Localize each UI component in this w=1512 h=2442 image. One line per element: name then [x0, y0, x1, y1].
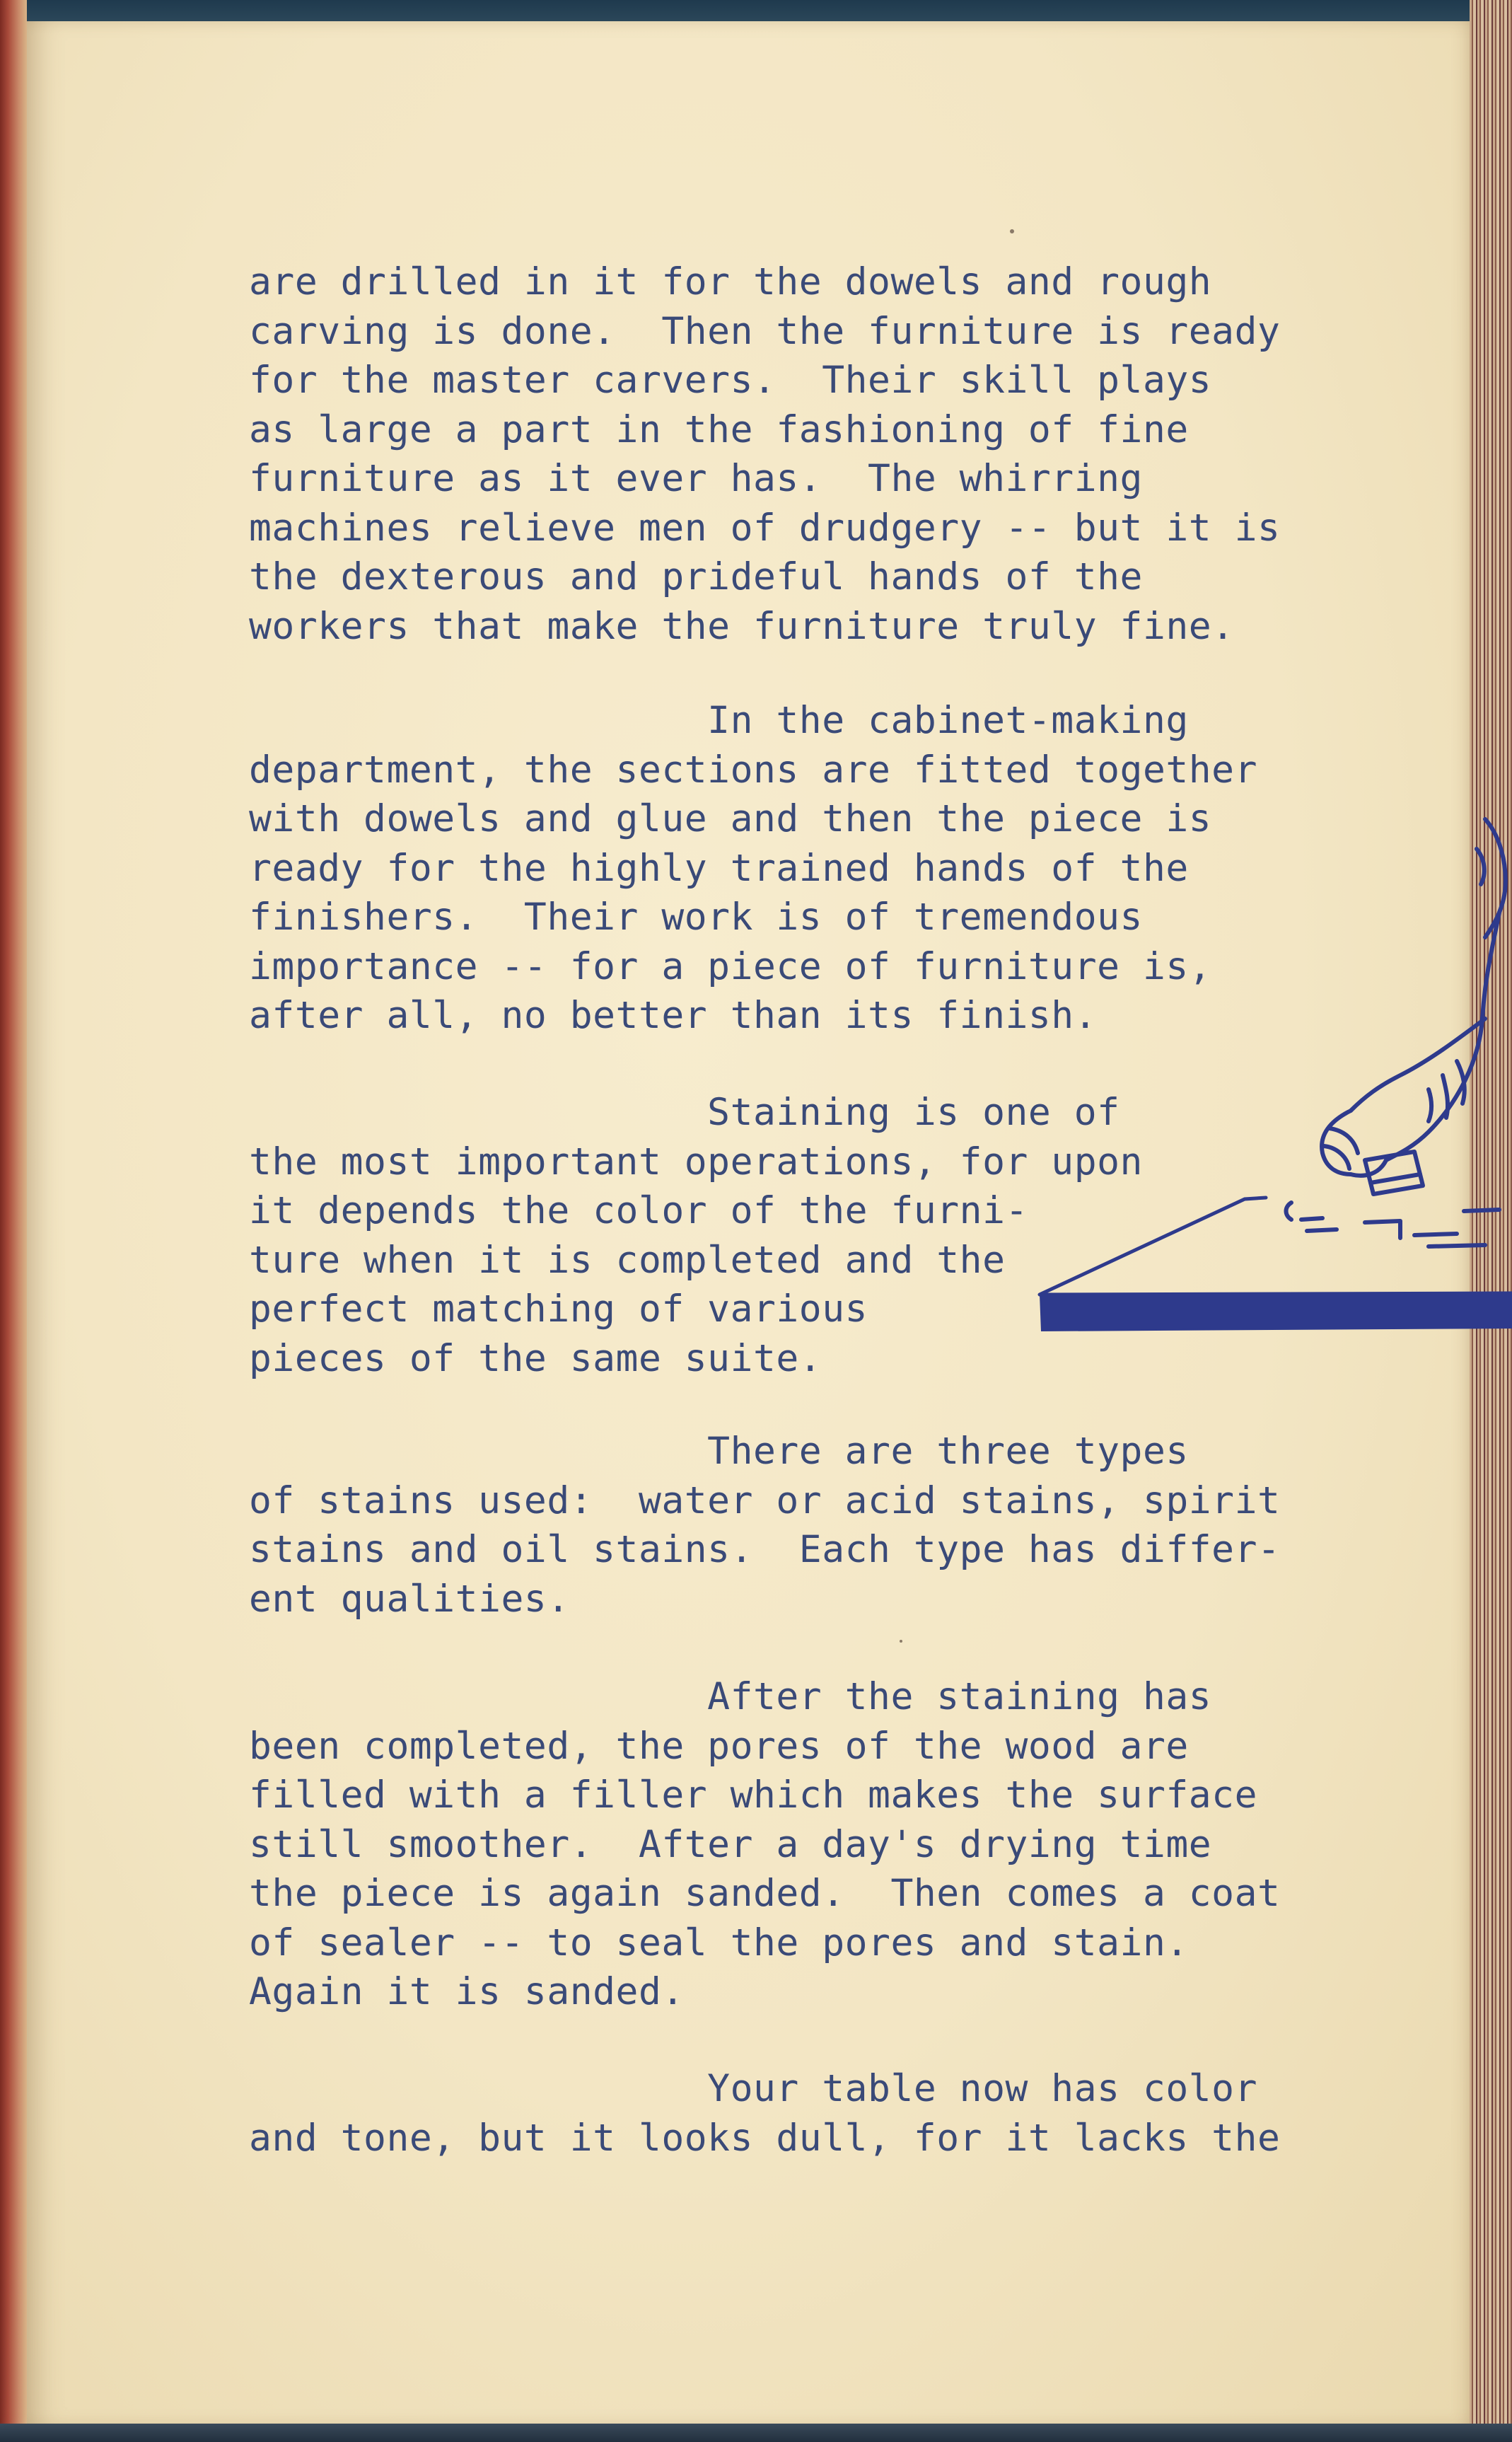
typed-line: perfect matching of various: [249, 1287, 868, 1331]
typed-line: the dexterous and prideful hands of the: [249, 555, 1143, 598]
typed-line: Your table now has color: [249, 2067, 1257, 2110]
paragraph-staining: [249, 1088, 1143, 1383]
typed-line: the piece is again sanded. Then comes a coat: [249, 1872, 1281, 1915]
typed-line: machines relieve men of drudgery -- but it is: [249, 506, 1281, 550]
typed-line: still smoother. After a day's drying time: [249, 1822, 1212, 1866]
paragraph-color-and-tone: [249, 2064, 1280, 2163]
typed-line: importance -- for a piece of furniture is,: [249, 944, 1212, 988]
typed-line: ready for the highly trained hands of the: [249, 846, 1189, 890]
typed-line: pieces of the same suite.: [249, 1336, 822, 1380]
typed-line: of stains used: water or acid stains, spirit: [249, 1478, 1281, 1522]
typed-line: after all, no better than its finish.: [249, 994, 1098, 1037]
typed-line: of sealer -- to seal the pores and stain.: [249, 1921, 1189, 1964]
typed-line: finishers. Their work is of tremendous: [249, 896, 1143, 939]
book-spine-gutter: [0, 0, 27, 2442]
craftsman-sanding-table-illustration: [1033, 806, 1512, 1372]
typed-line: ent qualities.: [249, 1577, 570, 1621]
paper-speck: [1010, 229, 1014, 233]
typed-line: There are three types: [249, 1430, 1189, 1473]
typed-line: furniture as it ever has. The whirring: [249, 457, 1143, 500]
typed-line: Again it is sanded.: [249, 1970, 685, 2013]
paragraph-filler-and-sealer: [249, 1672, 1280, 2017]
typed-line: as large a part in the fashioning of fine: [249, 407, 1189, 451]
typed-line: Staining is one of: [249, 1091, 1120, 1134]
typed-line: for the master carvers. Their skill plays: [249, 359, 1212, 402]
typed-line: In the cabinet-making: [249, 699, 1189, 742]
typed-line: with dowels and glue and then the piece is: [249, 797, 1212, 840]
typed-line: stains and oil stains. Each type has differ-: [249, 1528, 1281, 1571]
paragraph-dowels-and-carving: [249, 257, 1280, 651]
typed-line: filled with a filler which makes the surface: [249, 1773, 1257, 1817]
typed-line: department, the sections are fitted together: [249, 748, 1257, 792]
typed-line: After the staining has: [249, 1675, 1212, 1718]
typed-line: carving is done. Then the furniture is ready: [249, 309, 1281, 353]
typed-line: the most important operations, for upon: [249, 1140, 1143, 1184]
cloth-binding-bottom: [0, 2424, 1512, 2442]
paragraph-types-of-stains: [249, 1427, 1280, 1624]
typed-line: are drilled in it for the dowels and rough: [249, 260, 1212, 303]
typed-line: and tone, but it looks dull, for it lacks the: [249, 2116, 1281, 2160]
typed-line: ture when it is completed and the: [249, 1238, 1006, 1282]
typed-line: been completed, the pores of the wood are: [249, 1724, 1189, 1768]
typed-line: workers that make the furniture truly fine.: [249, 604, 1235, 648]
typed-line: it depends the color of the furni-: [249, 1189, 1028, 1232]
paper-speck: [900, 1640, 902, 1643]
